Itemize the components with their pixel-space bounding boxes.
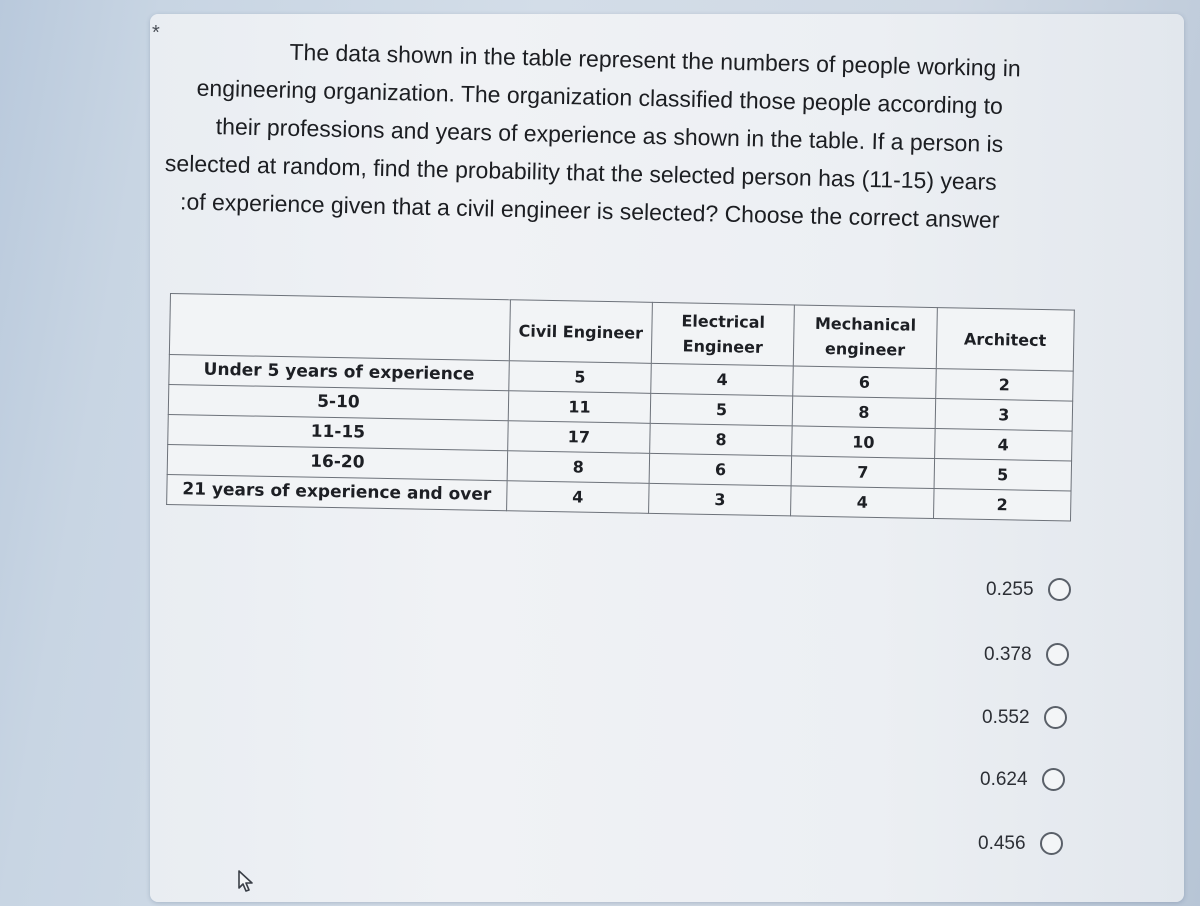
table-cell: 2: [933, 489, 1071, 522]
table-cell: 3: [935, 399, 1073, 432]
option-label: 0.552: [982, 706, 1030, 728]
row-label: 21 years of experience and over: [167, 474, 507, 510]
table-cell: 17: [508, 421, 651, 454]
row-label: Under 5 years of experience: [169, 354, 509, 390]
radio-unselected-icon[interactable]: [1040, 832, 1063, 855]
table-cell: 10: [792, 426, 935, 459]
table-cell: 5: [509, 361, 652, 394]
radio-unselected-icon[interactable]: [1042, 768, 1065, 791]
answer-option[interactable]: [986, 578, 1071, 601]
option-label: 0.255: [986, 578, 1034, 600]
table-cell: 4: [651, 363, 794, 396]
question-line-4: selected at random, find the probability that the selected person has (11-15) years: [164, 149, 997, 195]
table-cell: 2: [935, 369, 1073, 402]
header-mechanical-engineer: Mechanical engineer: [794, 305, 938, 369]
radio-unselected-icon[interactable]: [1046, 643, 1069, 666]
table-cell: 8: [507, 451, 650, 484]
mouse-pointer-icon: [235, 868, 261, 894]
question-text: [164, 30, 1118, 242]
table-cell: 11: [508, 391, 651, 424]
table-cell: 8: [792, 396, 935, 429]
table-cell: 6: [793, 366, 936, 399]
option-label: 0.378: [984, 643, 1032, 665]
radio-unselected-icon[interactable]: [1044, 706, 1067, 729]
data-table-image: [166, 293, 1075, 522]
table-corner-cell: [169, 294, 510, 361]
row-label: 11-15: [168, 414, 508, 450]
answer-option[interactable]: [980, 768, 1065, 791]
row-label: 16-20: [167, 444, 507, 480]
answer-option[interactable]: [984, 643, 1069, 666]
row-label: 5-10: [168, 384, 508, 420]
table-cell: 4: [934, 429, 1072, 462]
required-marker: *: [152, 22, 160, 44]
question-line-3: their professions and years of experience as shown in the table. If a person is: [215, 113, 1004, 157]
table-cell: 8: [650, 423, 793, 456]
option-label: 0.456: [978, 832, 1026, 854]
table-cell: 5: [934, 459, 1072, 492]
experience-table: [166, 293, 1075, 522]
table-cell: 4: [506, 481, 649, 514]
question-line-5: :of experience given that a civil engineer is selected? Choose the correct answer: [179, 188, 1000, 233]
table-cell: 4: [791, 486, 934, 519]
table-cell: 3: [649, 483, 792, 516]
header-architect: Architect: [936, 308, 1074, 372]
table-cell: 7: [791, 456, 934, 489]
question-line-2: engineering organization. The organization classified those people according to: [196, 74, 1004, 119]
question-line-1: The data shown in the table represent the numbers of people working in: [289, 38, 1021, 82]
header-civil-engineer: Civil Engineer: [509, 300, 652, 364]
table-cell: 6: [649, 453, 792, 486]
option-label: 0.624: [980, 768, 1028, 790]
answer-option[interactable]: [982, 706, 1067, 729]
header-electrical-engineer: Electrical Engineer: [651, 302, 794, 366]
table-cell: 5: [650, 393, 793, 426]
radio-unselected-icon[interactable]: [1048, 578, 1071, 601]
answer-option[interactable]: [978, 832, 1063, 855]
